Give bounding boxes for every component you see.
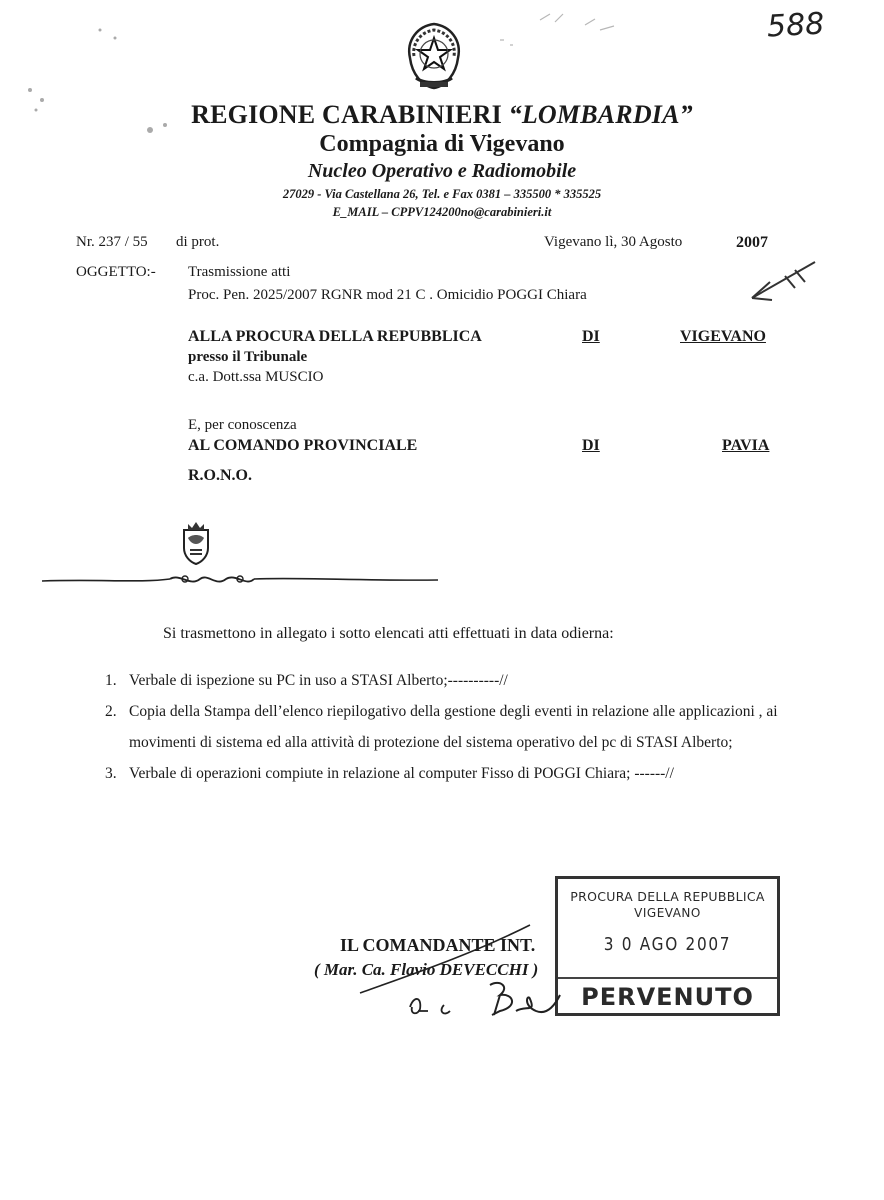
signature-title: IL COMANDANTE INT.	[340, 935, 536, 955]
recipient-cc: AL COMANDO PROVINCIALE	[188, 437, 418, 454]
recipient-cc-city: PAVIA	[722, 437, 770, 454]
header-unit: Nucleo Operativo e Radiomobile	[307, 160, 577, 182]
stamp-received: PERVENUTO	[558, 977, 777, 1011]
recipient-primary-attn: c.a. Dott.ssa MUSCIO	[188, 369, 324, 385]
header-company: Compagnia di Vigevano	[319, 131, 565, 157]
recipient-primary-city: VIGEVANO	[680, 328, 766, 345]
header-region	[60, 100, 824, 130]
attachment-list	[105, 665, 785, 789]
list-item	[105, 696, 785, 758]
list-item-text: Copia della Stampa dell’elenco riepilogativo della gestione degli eventi in relazione alle applicazioni , ai movimenti di sistema ed alla attività di protezione del sistema operativo del pc di STASI Alberto;	[129, 703, 778, 751]
recipient-primary-di: DI	[582, 328, 600, 345]
recipient-cc-di: DI	[582, 437, 600, 454]
list-item-text: Verbale di operazioni compiute in relazione al computer Fisso di POGGI Chiara; ------//	[129, 765, 674, 782]
handwritten-signature	[340, 915, 570, 1025]
protocol-number: Nr. 237 / 55	[76, 234, 148, 250]
subject-label: OGGETTO:-	[76, 264, 156, 280]
stamp-date: 3 0 AGO 2007	[603, 934, 732, 955]
crest-icon	[176, 520, 216, 566]
header-region-prefix: REGIONE CARABINIERI	[191, 100, 509, 129]
received-stamp	[555, 876, 780, 1016]
protocol-suffix: di prot.	[176, 234, 220, 250]
page-number: 588	[765, 6, 825, 45]
subject-line-2: Proc. Pen. 2025/2007 RGNR mod 21 C . Omicidio POGGI Chiara	[188, 287, 587, 303]
list-item	[105, 665, 785, 696]
signature-name: ( Mar. Ca. Flavio DEVECCHI )	[314, 960, 539, 979]
header-email: E_MAIL – CPPV124200no@carabinieri.it	[332, 205, 552, 219]
list-item-number: 3.	[105, 765, 117, 782]
body-intro: Si trasmettono in allegato i sotto elencati atti effettuati in data odierna:	[163, 625, 614, 642]
recipient-cc-office: R.O.N.O.	[188, 467, 252, 484]
date-year: 2007	[736, 234, 768, 251]
header-region-name: “LOMBARDIA”	[508, 100, 693, 129]
list-item	[105, 758, 785, 789]
list-item-number: 2.	[105, 703, 117, 720]
recipient-primary: ALLA PROCURA DELLA REPUBBLICA	[188, 328, 482, 345]
subject-line-1: Trasmissione atti	[188, 264, 291, 280]
header-address: 27029 - Via Castellana 26, Tel. e Fax 0381 – 335500 * 335525	[282, 187, 602, 201]
recipient-primary-court: presso il Tribunale	[188, 349, 308, 365]
list-item-text: Verbale di ispezione su PC in uso a STASI Alberto;----------//	[129, 672, 508, 689]
place-date: Vigevano lì, 30 Agosto	[544, 234, 683, 250]
stamp-title: PROCURA DELLA REPUBBLICA	[570, 889, 765, 904]
ornament-divider	[40, 565, 440, 595]
list-item-number: 1.	[105, 672, 117, 689]
stamp-city: VIGEVANO	[634, 906, 701, 920]
cc-intro: E, per conoscenza	[188, 417, 297, 433]
